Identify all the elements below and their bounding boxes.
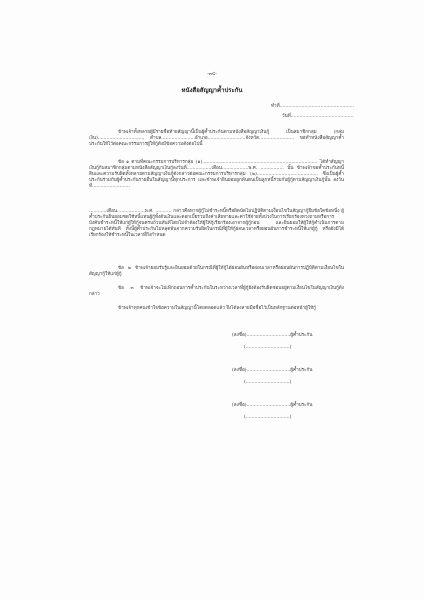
guarantor-signature-2: (ลงชื่อ)..............................ผู้ค้ำประกัน (232, 368, 313, 373)
paragraph-clause-3: ข้อ ๓ ข้าพเจ้าจะไม่เพิกถอนการค้ำประกันในระหว่างเวลาที่ผู้กู้ยังต้องรับผิดชอบอยู่ตามเงื่อนไขในสัญญาเงินกู้ดังกล่าว (89, 286, 344, 297)
made-at-line: ทำที่................................................... (271, 104, 355, 109)
guarantor-signature-3: (ลงชื่อ)..............................ผู้ค้ำประกัน (232, 403, 313, 408)
guarantor-printed-name-1: (..............................) (244, 345, 292, 350)
guarantor-printed-name-3: (..............................) (244, 415, 292, 420)
paragraph-clause-1-continued: ............เดือน...................พ.ศ. ........... กล่าวคือหากผู้กู้ไม่ชำระหนี้หรือผิดนัดไม่ปฏิบัติตามเงื่อนไขในสัญญากู้ยืมข้อใดข้อหนึ่ง ผู้ค้ำประกันยินยอมชดใช้หนี้แทนผู้กู้ทั้งต้นเงินและดอกเบี้ยรวมถึงค่าเสียหายและค่าใช้จ่ายทั้งปวงในการเรียกร้องทวงถามหรือการบังคับชำระหนี้ให้แก่ผู้ให้กู้จนครบถ้วนทันทีโดยไม่จำต้องให้ผู้ให้กู้เรียกร้องเอาจากผู้กู้ก่อน และยินยอมให้ผู้ให้กู้ดำเนินการตามกฎหมายได้ทันที ทั้งนี้ผู้ค้ำประกันไม่หลุดพ้นจากความรับผิดในกรณีที่ผู้ให้กู้ผ่อนเวลาหรือผ่อนผันการชำระหนี้ให้แก่ผู้กู้ หรือยังมิได้เรียกร้องให้ชำระหนี้ในเวลาที่ถึงกำหนด (89, 209, 344, 238)
document-title: หนังสือสัญญาค้ำประกัน (181, 87, 243, 94)
guarantor-printed-name-2: (..............................) (244, 380, 292, 385)
paragraph-intro: ข้าพเจ้าทั้งหลายผู้มีรายชื่อท้ายสัญญานี้เป็นผู้ค้ำประกันตามหนังสือสัญญาเงินกู้ เป็นสมาชิกกลุ่ม (กลุ่มเงิน)................................ ตำบล.......................อำเภอ..........................จังหวัด........................ ขอทำหนังสือสัญญาค้ำประกันให้ไว้ต่อคณะกรรมการผู้ให้กู้ดังมีข้อความดังต่อไปนี้ (89, 130, 344, 147)
paragraph-clause-1: ข้อ ๑ ตามที่คณะกรรมการบริหารกลุ่ม (๑)............................................................................... ได้ทำสัญญาเงินกู้กับสมาชิกกลุ่มตามหนังสือสัญญาเงินกู้ลงวันที่.................เดือน..................พ.ศ. ................ นั้น ข้าพเจ้าขอค้ำประกันหนี้สินและความรับผิดทั้งหลายตามสัญญาเงินกู้ดังกล่าวต่อคณะกรรมการบริหารกลุ่ม (๒).......................................... ซึ่งเป็นผู้ค้ำประกันร่วมกับผู้ค้ำประกันรายอื่นในสัญญานี้ทุกประการ และข้าพเจ้ายินยอมผูกพันตนเป็นลูกหนี้ร่วมกับผู้กู้ตามสัญญาเงินกู้นั้น ลงวันที่.......................... (89, 160, 344, 189)
guarantor-signature-1: (ลงชื่อ)..............................ผู้ค้ำประกัน (232, 333, 313, 338)
page-number: -๓๔- (207, 72, 217, 77)
paragraph-closing: ข้าพเจ้าทุกคนเข้าใจข้อความในสัญญานี้โดยตลอดแล้ว จึงได้ลงลายมือชื่อไว้เป็นหลักฐานต่อหน้าผู้ให้กู้ (118, 306, 316, 311)
paragraph-clause-2: ข้อ ๒ ข้าพเจ้ายอมรับรู้และยินยอมด้วยในกรณีที่ผู้ให้กู้ได้ผ่อนผันหรือผ่อนเวลาหรือผ่อนผันการปฏิบัติตามเงื่อนไขในสัญญากู้ให้แก่ผู้กู้ (89, 266, 344, 277)
date-line: วันที่........................................... (282, 114, 354, 119)
